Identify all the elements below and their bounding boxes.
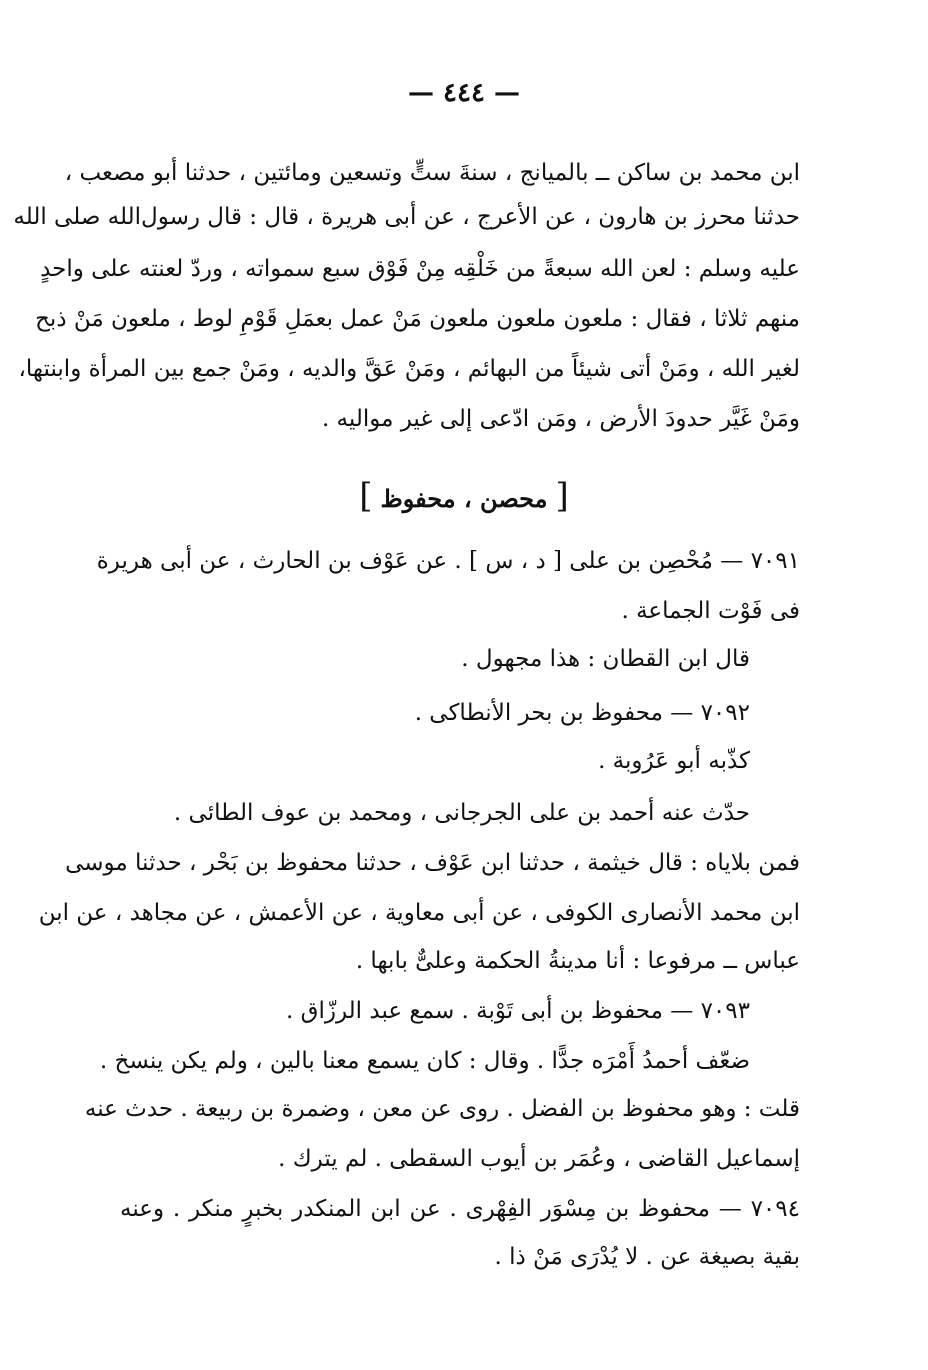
text-line: ومَنْ غَيَّر حدودَ الأرض ، ومَن ادّعى إلى غير مواليه . bbox=[321, 406, 800, 432]
entry-line: ٧٠٩١ — مُحْصِن بن على [ د ، س ] . عن عَوْف بن الحارث ، عن أبى هريرة bbox=[96, 548, 800, 574]
entry-line: ٧٠٩٣ — محفوظ بن أبى تَوْبة . سمع عبد الرزّاق . bbox=[286, 998, 750, 1024]
text-line: حدّث عنه أحمد بن على الجرجانى ، ومحمد بن عوف الطائى . bbox=[173, 800, 750, 826]
heading-bracket-close: ] bbox=[359, 476, 373, 516]
entry-line: ٧٠٩٤ — محفوظ بن مِسْوَر الفِهْرى . عن ابن المنكدر بخبرٍ منكر . وعنه bbox=[120, 1196, 800, 1222]
heading-bracket-open: [ bbox=[555, 476, 569, 516]
text-line: ضعّف أحمدُ أَمْرَه جدًّا . وقال : كان يسمع معنا بالين ، ولم يكن ينسخ . bbox=[99, 1048, 750, 1074]
text-line: فمن بلاياه : قال خيثمة ، حدثنا ابن عَوْف ، حدثنا محفوظ بن بَحْر ، حدثنا موسى bbox=[65, 850, 800, 876]
text-line: منهم ثلاثا ، فقال : ملعون ملعون ملعون مَنْ عمل بعمَلِ قَوْمِ لوط ، ملعون مَنْ ذبح bbox=[35, 306, 800, 332]
text-line: فى فَوْت الجماعة . bbox=[621, 598, 800, 624]
text-line: كذّبه أبو عَرُوبة . bbox=[598, 748, 750, 774]
text-line: عباس ــ مرفوعا : أنا مدينةُ الحكمة وعلىٌّ بابها . bbox=[355, 948, 800, 974]
text-line: إسماعيل القاضى ، وعُمَر بن أيوب السقطى . لم يترك . bbox=[278, 1146, 800, 1172]
text-line: ابن محمد بن ساكن ــ بالميانج ، سنةَ ستٍّ وتسعين ومائتين ، حدثنا أبو مصعب ، bbox=[64, 160, 800, 186]
section-heading bbox=[0, 478, 928, 517]
text-line: بقية بصيغة عن . لا يُدْرَى مَنْ ذا . bbox=[494, 1244, 800, 1270]
text-line: عليه وسلم : لعن الله سبعةً من خَلْقِه مِنْ فَوْق سبع سمواته ، وردّ لعنته على واحدٍ bbox=[40, 256, 800, 282]
entry-line: ٧٠٩٢ — محفوظ بن بحر الأنطاكى . bbox=[414, 700, 750, 726]
heading-text: محصن ، محفوظ bbox=[380, 484, 548, 513]
text-line: لغير الله ، ومَنْ أتى شيئاً من البهائم ، ومَنْ عَقَّ والديه ، ومَنْ جمع بين المرأة وابنتها، bbox=[18, 356, 800, 382]
page-number: — ٤٤٤ — bbox=[407, 78, 521, 108]
text-line: حدثنا محرز بن هارون ، عن الأعرج ، عن أبى هريرة ، قال : قال رسول‌الله صلى الله bbox=[13, 204, 800, 230]
text-line: ابن محمد الأنصارى الكوفى ، عن أبى معاوية ، عن الأعمش ، عن مجاهد ، عن ابن bbox=[38, 900, 800, 926]
text-line: قال ابن القطان : هذا مجهول . bbox=[461, 646, 750, 672]
text-line: قلت : وهو محفوظ بن الفضل . روى عن معن ، وضمرة بن ربيعة . حدث عنه bbox=[84, 1096, 800, 1122]
